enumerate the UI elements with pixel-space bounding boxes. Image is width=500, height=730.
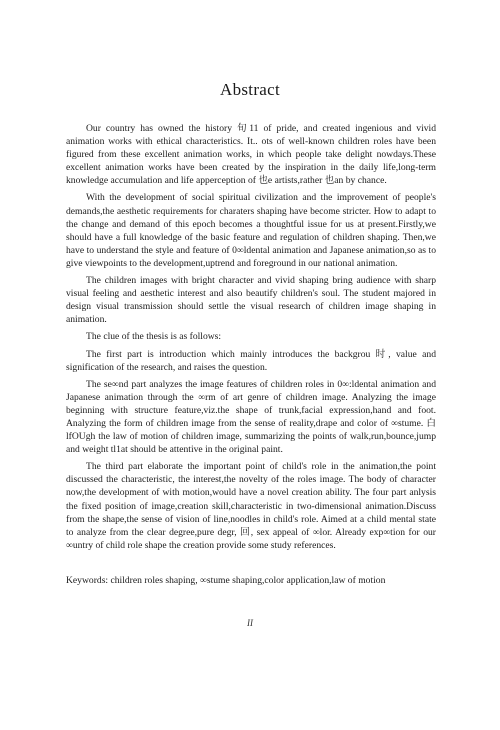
- paragraph: Our country has owned the history 旬11 of pride, and created ingenious and vivid animation works with ethical characteristics. It.. ots of well-known children roles have been figured from these excellent animation works, in which people take delight nowdays.These excellent animation works have been created by the inspiration in the daily life,long-term knowledge accumulation and life apperception of 也e artists,rather 也an by chance.: [66, 123, 436, 187]
- page-title: Abstract: [220, 80, 280, 99]
- paragraph: The third part elaborate the important point of child's role in the animation,the point discussed the characteristic, the interest,the novelty of the roles image. The body of character now,the development of with motion,would have a novel creation ability. The four part anlysis the fixed position of image,creation skill,characteristic in two-dimensional animation.Discuss from the shape,the sense of vision of line,noodles in child's role. Aimed at a child mental state to analyze from the clear degree,pure degr, 回, sex appeal of ∞lor. Already exp∞tion for our ∞untry of child role shape the creation provide some study references.: [66, 461, 436, 551]
- paragraph: The clue of the thesis is as follows:: [86, 331, 222, 343]
- paragraph: The first part is introduction which mainly introduces the backgrou 时, value and signification of the research, and raises the question.: [66, 348, 436, 373]
- paragraph: The se∞nd part analyzes the image features of children roles in 0∞:ldental animation and Japanese animation through the ∞rm of art genre of children image. Analyzing the image beginning with structure feature,viz.the shape of trunk,facial expression,hand and foot. Analyzing the form of children image from the sense of reality,drape and color of ∞stume. 白lfOUgh the law of motion of children image, summarizing the points of walk,run,bounce,jump and weight tl1at should be attentive in the original paint.: [66, 378, 436, 456]
- page-number: II: [247, 618, 253, 628]
- paragraph: With the development of social spiritual civilization and the improvement of people's demands,the aesthetic requirements for charaters shaping have become stricter. How to adapt to the change and demand of this epoch becomes a thoughtful issue for us at present.Firstly,we should have a full knowledge of the basic feature and regulation of children shaping. Then,we have to understand the style and feature of 0∞ldental animation and Japanese animation,so as to give viewpoints to the development,uptrend and foreground in our national animation.: [66, 192, 436, 269]
- abstract-body: [66, 122, 436, 556]
- keywords: Keywords: children roles shaping, ∞stume shaping,color application,law of motion: [66, 575, 386, 586]
- paragraph: The children images with bright character and vivid shaping bring audience with sharp visual feeling and aesthetic interest and also beautify children's soul. The student majored in design visual transmission should settle the visual research of children image shaping in animation.: [66, 275, 436, 326]
